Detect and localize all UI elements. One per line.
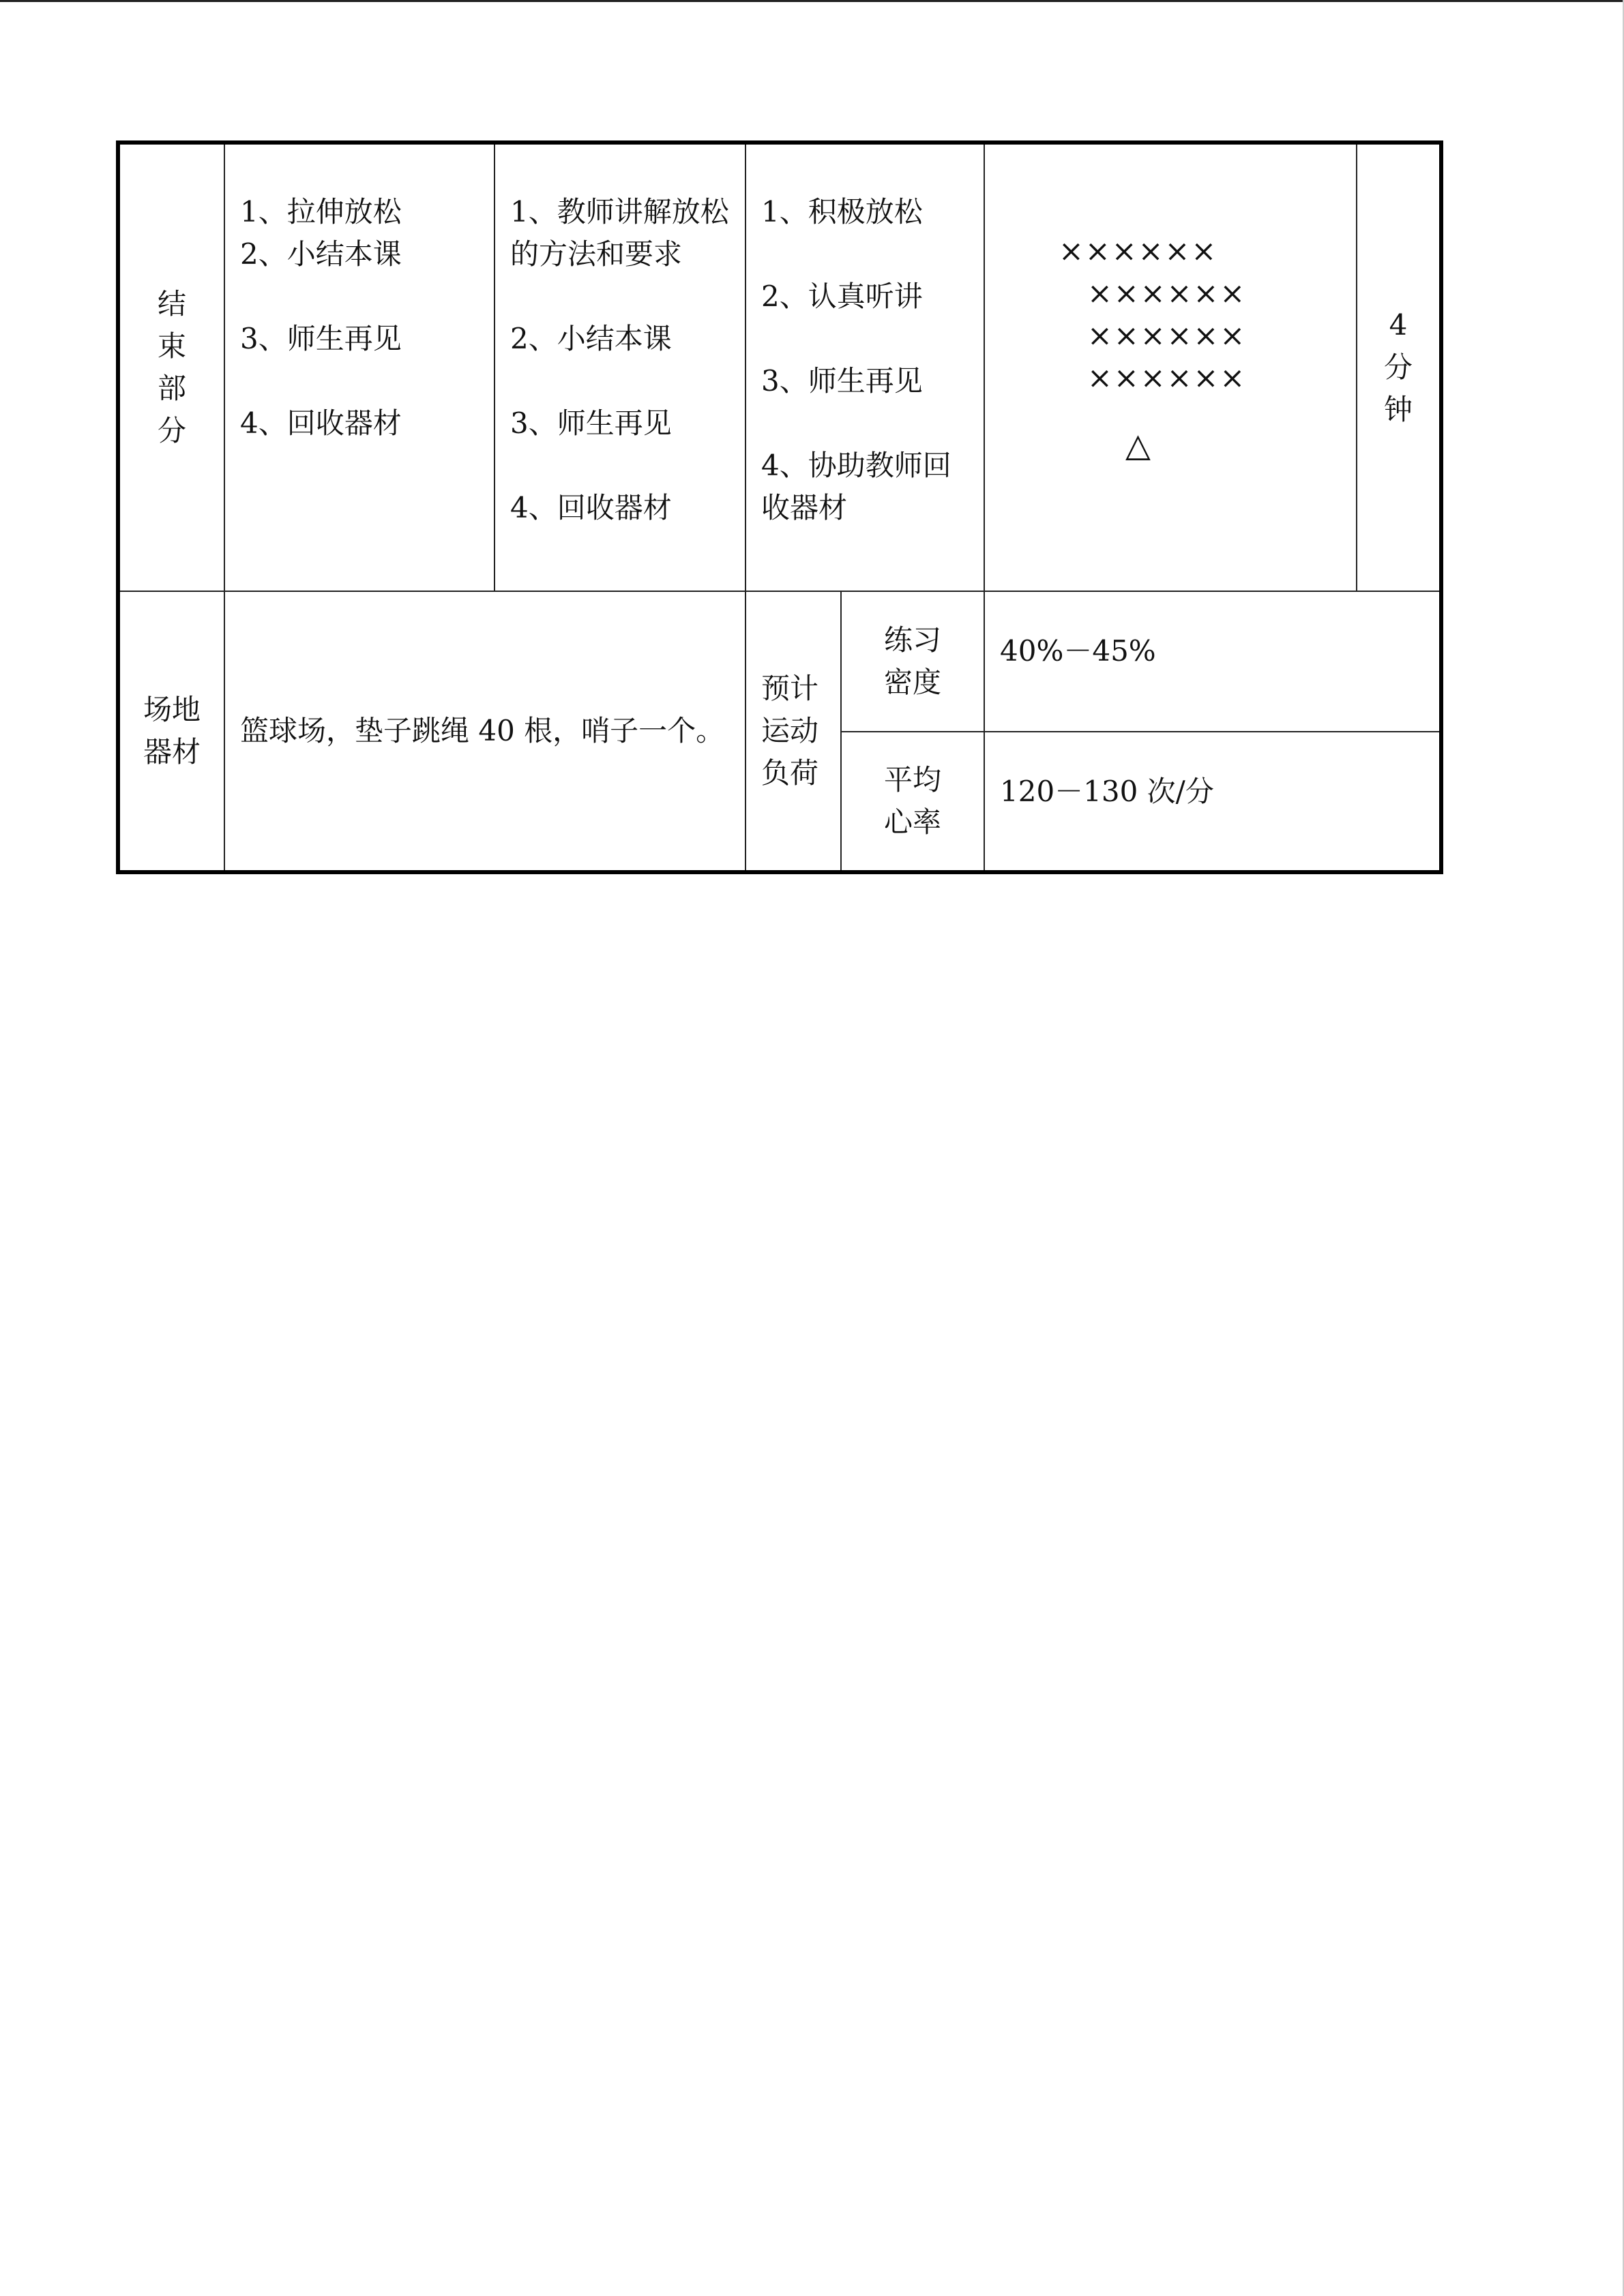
content-item-4: 4、回收器材 <box>240 406 402 440</box>
page-top-rule <box>0 0 1624 2</box>
teacher-triangle-icon: △ <box>1125 426 1151 464</box>
formation-row-4: ×××××× <box>1087 361 1247 396</box>
teacher-gap <box>510 275 731 318</box>
teacher-gap <box>510 360 731 402</box>
student-item-3: 3、师生再见 <box>761 364 923 398</box>
end-section-title-text: 结束部分 <box>157 287 186 447</box>
end-time-cell <box>1357 143 1441 591</box>
venue-text: 篮球场，垫子跳绳 40 根，哨子一个。 <box>240 714 725 747</box>
formation-row-2: ×××××× <box>1087 276 1247 311</box>
student-gap <box>761 233 970 275</box>
teacher-activity-cell <box>494 143 745 591</box>
venue-label-cell <box>118 591 224 872</box>
content-gap <box>240 275 480 318</box>
teacher-item-4: 4、回收器材 <box>510 491 672 524</box>
teacher-item-1: 1、教师讲解放松的方法和要求 <box>510 195 729 271</box>
end-section-title <box>118 143 224 591</box>
student-item-4: 4、协助教师回收器材 <box>761 449 951 524</box>
formation-row-1: ×××××× <box>1059 234 1218 269</box>
end-section-row <box>118 143 1441 591</box>
load-label: 预计运动负荷 <box>761 672 819 790</box>
density-label: 练习密度 <box>883 623 941 699</box>
density-label-cell <box>841 591 984 732</box>
content-item-2: 2、小结本课 <box>240 237 402 271</box>
venue-load-row <box>118 591 1441 732</box>
density-value: 40%－45% <box>1000 634 1156 668</box>
end-time-text: 4分钟 <box>1383 308 1413 426</box>
teacher-gap <box>510 445 731 487</box>
content-item-1: 1、拉伸放松 <box>240 195 402 228</box>
load-label-cell <box>745 591 841 872</box>
venue-label: 场地器材 <box>143 693 201 769</box>
end-content-cell <box>224 143 494 591</box>
heart-label-cell <box>841 732 984 872</box>
content-item-3: 3、师生再见 <box>240 322 402 355</box>
venue-text-cell <box>224 591 745 872</box>
heart-label: 平均心率 <box>883 763 941 839</box>
student-item-1: 1、积极放松 <box>761 195 923 228</box>
student-activity-cell <box>745 143 984 591</box>
formation-row-3: ×××××× <box>1087 318 1247 353</box>
heart-value-cell <box>984 732 1441 872</box>
student-gap <box>761 402 970 445</box>
heart-value: 120－130 次/分 <box>1000 775 1214 808</box>
content-gap <box>240 360 480 402</box>
density-value-cell <box>984 591 1441 732</box>
teacher-item-3: 3、师生再见 <box>510 406 672 440</box>
teacher-item-2: 2、小结本课 <box>510 322 672 355</box>
formation-diagram-cell <box>984 143 1357 591</box>
lesson-plan-table <box>116 140 1443 874</box>
student-item-2: 2、认真听讲 <box>761 280 923 313</box>
student-gap <box>761 318 970 360</box>
